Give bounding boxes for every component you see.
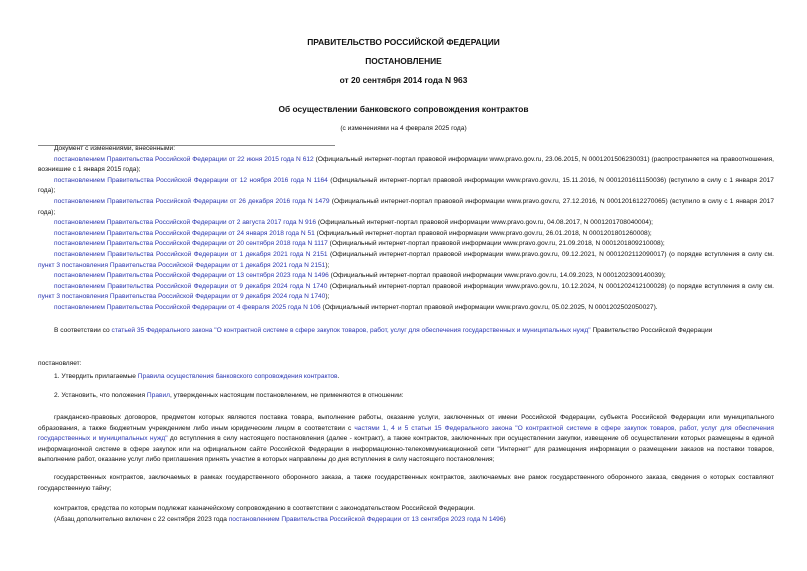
amendment-item: постановлением Правительства Российской Федерации от 9 декабря 2024 года N 1740 (Официальный интернет-портал правовой информации www.pravo.gov.ru, 10.12.2024, N 0001202412100028) (о порядке вступления в силу см. пункт 3 постановления Правительства Российской Федерации от 9 декабря 2024 года N 1740);: [38, 282, 774, 301]
amendment-link[interactable]: постановлением Правительства Российской Федерации от 22 июня 2015 года N 612: [54, 155, 314, 163]
amendment-effective-link[interactable]: пункт 3 постановления Правительства Российской Федерации от 1 декабря 2021 года N 2151: [38, 261, 326, 269]
inclusion-note: (Абзац дополнительно включен с 22 сентября 2023 года постановлением Правительства Российской Федерации от 13 сентября 2023 года N 1496): [54, 515, 506, 523]
amendment-link[interactable]: постановлением Правительства Российской Федерации от 13 сентября 2023 года N 1496: [54, 272, 329, 280]
paragraph-treasury-contracts: контрактов, средства по которым подлежат казначейскому сопровождению в соответствии с законодательством Российской Федерации. (Абзац дополнительно включен с 22 сентября 2023 года постановлением Правительства Российской Федерации от 13 сентября 2023 года N 1496): [38, 504, 774, 525]
amendment-link[interactable]: постановлением Правительства Российской Федерации от 24 января 2018 года N 51: [54, 229, 315, 237]
document-title: Об осуществлении банковского сопровождения контрактов: [278, 104, 529, 114]
resolves-label: постановляет:: [38, 360, 82, 367]
item-1: 1. Утвердить прилагаемые Правила осуществления банковского сопровождения контрактов.: [54, 373, 340, 380]
amendment-item: постановлением Правительства Российской Федерации от 24 января 2018 года N 51 (Официальный интернет-портал правовой информации www.pravo.gov.ru, 26.01.2018, N 0001201801260008);: [54, 229, 652, 237]
amendment-item: постановлением Правительства Российской Федерации от 13 сентября 2023 года N 1496 (Официальный интернет-портал правовой информации www.pravo.gov.ru, 14.09.2023, N 0001202309140039);: [54, 272, 666, 280]
law-article-link[interactable]: статьей 35 Федерального закона "О контрактной системе в сфере закупок товаров, работ, услуг для обеспечения государственных и муниципальных нужд": [111, 327, 591, 334]
amendment-link[interactable]: постановлением Правительства Российской Федерации от 2 августа 2017 года N 916: [54, 219, 317, 227]
amendment-item: постановлением Правительства Российской Федерации от 26 декабря 2016 года N 1479 (Официальный интернет-портал правовой информации www.pravo.gov.ru, 27.12.2016, N 0001201612270065) (вступило в силу с 1 января 2017 года);: [38, 197, 774, 216]
rules-link[interactable]: Правила осуществления банковского сопровождения контрактов: [137, 373, 338, 380]
paragraph-defense-contracts: государственных контрактов, заключаемых в рамках государственного оборонного заказа, а также государственных контрактов, заключаемых вне рамок государственного оборонного заказа, сведения о которых составляют государственную тайну;: [38, 474, 774, 492]
amendments-block: [38, 144, 774, 314]
amendment-link[interactable]: постановлением Правительства Российской Федерации от 9 декабря 2024 года N 1740: [54, 282, 328, 290]
law-parts-link[interactable]: частями 1, 4 и 5 статьи 15 Федерального закона "О контрактной системе в сфере закупок товаров, работ, услуг для обеспечения государственных и муниципальных нужд": [38, 424, 774, 443]
document-date: от 20 сентября 2014 года N 963: [339, 75, 468, 85]
amendment-item: постановлением Правительства Российской Федерации от 20 сентября 2018 года N 1117 (Официальный интернет-портал правовой информации www.pravo.gov.ru, 21.09.2018, N 0001201809210008);: [54, 240, 665, 248]
amendment-link[interactable]: постановлением Правительства Российской Федерации от 4 февраля 2025 года N 106: [54, 303, 321, 311]
preamble: В соответствии со статьей 35 Федерального закона "О контрактной системе в сфере закупок товаров, работ, услуг для обеспечения государственных и муниципальных нужд" Правительство Российской Федерации: [54, 327, 713, 334]
amendment-link[interactable]: постановлением Правительства Российской Федерации от 26 декабря 2016 года N 1479: [54, 197, 330, 205]
amendment-link[interactable]: постановлением Правительства Российской Федерации от 12 ноября 2016 года N 1164: [54, 176, 328, 184]
government-heading: ПРАВИТЕЛЬСТВО РОССИЙСКОЙ ФЕДЕРАЦИИ: [307, 37, 500, 47]
paragraph-civil-contracts: гражданско-правовых договоров, предметом которых являются поставка товара, выполнение работы, оказание услуги, заключенных от имени Российской Федерации, субъекта Российской Федерации или муниципального образования, а также бюджетным учреждением либо иным юридическим лицом в соответствии с частями 1, 4 и 5 статьи 15 Федерального закона "О контрактной системе в сфере закупок товаров, работ, услуг для обеспечения государственных и муниципальных нужд" до вступления в силу настоящего постановления (далее - контракт), а также контрактов, заключенных при осуществлении закупки, извещение об осуществлении которых размещены в единой информационной системе в сфере закупок или на официальном сайте Российской Федерации в информационно-телекоммуникационной сети "Интернет" для размещения информации о размещении заказов на поставки товаров, выполнение работ, оказание услуг либо приглашения принять участие в которых направлены до дня вступления в силу настоящего постановления;: [38, 414, 774, 464]
document-type: ПОСТАНОВЛЕНИЕ: [365, 56, 442, 66]
amendment-item: постановлением Правительства Российской Федерации от 22 июня 2015 года N 612 (Официальный интернет-портал правовой информации www.pravo.gov.ru, 23.06.2015, N 0001201506230031) (распространяется на правоотношения, возникшие с 1 января 2015 года);: [38, 155, 774, 174]
rules-short-link[interactable]: Правил: [146, 392, 171, 399]
amendment-effective-link[interactable]: пункт 3 постановления Правительства Российской Федерации от 9 декабря 2024 года N 1740: [38, 293, 326, 301]
amendment-item: постановлением Правительства Российской Федерации от 4 февраля 2025 года N 106 (Официальный интернет-портал правовой информации www.pravo.gov.ru, 05.02.2025, N 0001202502050027).: [54, 303, 658, 311]
amendments-intro: Документ с изменениями, внесенными:: [54, 145, 176, 152]
amendment-item: постановлением Правительства Российской Федерации от 1 декабря 2021 года N 2151 (Официальный интернет-портал правовой информации www.pravo.gov.ru, 09.12.2021, N 0001202112090017) (о порядке вступления в силу см. пункт 3 постановления Правительства Российской Федерации от 1 декабря 2021 года N 2151);: [38, 250, 774, 269]
revision-note: (с изменениями на 4 февраля 2025 года): [340, 125, 467, 132]
amendment-item: постановлением Правительства Российской Федерации от 2 августа 2017 года N 916 (Официальный интернет-портал правовой информации www.pravo.gov.ru, 04.08.2017, N 0001201708040004);: [54, 219, 653, 227]
inclusion-link[interactable]: постановлением Правительства Российской Федерации от 13 сентября 2023 года N 1496: [228, 515, 504, 523]
amendment-link[interactable]: постановлением Правительства Российской Федерации от 1 декабря 2021 года N 2151: [54, 250, 328, 258]
amendment-item: постановлением Правительства Российской Федерации от 12 ноября 2016 года N 1164 (Официальный интернет-портал правовой информации www.pravo.gov.ru, 15.11.2016, N 0001201611150036) (вступило в силу с 1 января 2017 года);: [38, 176, 774, 195]
amendment-link[interactable]: постановлением Правительства Российской Федерации от 20 сентября 2018 года N 1117: [54, 240, 328, 248]
item-2: 2. Установить, что положения Правил, утвержденных настоящим постановлением, не применяются в отношении:: [54, 392, 404, 399]
